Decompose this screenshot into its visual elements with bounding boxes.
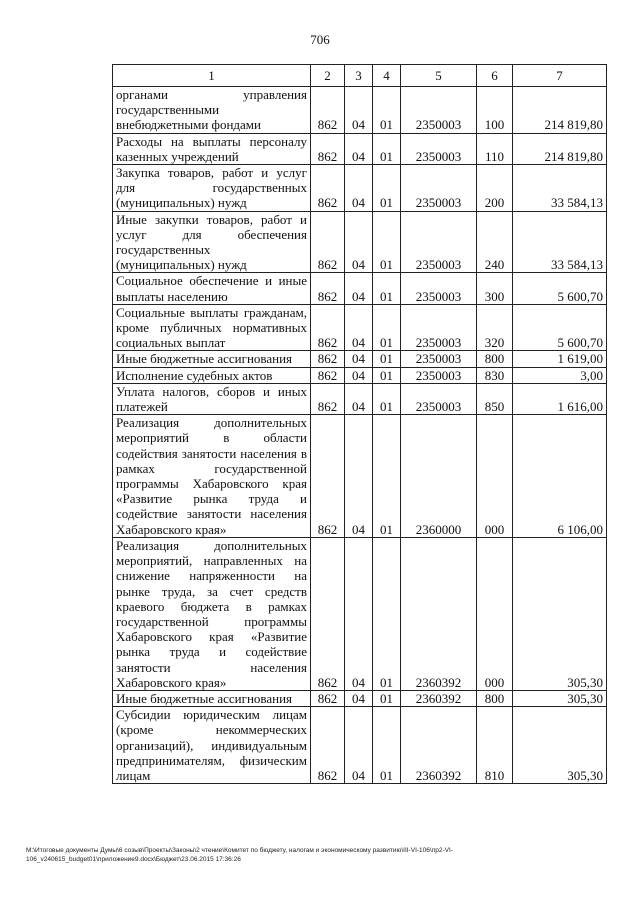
row-amount-cell: 1 616,00 (513, 383, 607, 414)
row-code-cell: 862 (311, 383, 345, 414)
row-article-cell: 2360392 (401, 690, 477, 706)
column-header: 3 (345, 65, 373, 87)
row-name-cell: Иные закупки товаров, работ и услуг для обеспечения государственных (муниципальных) нужд (113, 211, 311, 273)
row-section-cell: 04 (345, 351, 373, 367)
table-row (113, 273, 607, 304)
row-name-cell: Реализация дополнительных мероприятий, направленных на снижение напряженности на рынке труда, за счет средств краевого бюджета в рамках государственной программы Хабаровского края «Развитие рынка труда и содействие занятости населения Хабаровского края» (113, 537, 311, 690)
row-section-cell: 04 (345, 415, 373, 538)
row-section-cell: 04 (345, 367, 373, 383)
footer-line: М:\Итоговые документы Думы\6 созыв\Проекты\Законы\2 чтение\Комитет по бюджету, налогам и экономическому развитию\III-VI-106\пр2-VI- (26, 847, 453, 854)
table-row (113, 707, 607, 784)
column-header: 5 (401, 65, 477, 87)
row-name-cell: Исполнение судебных актов (113, 367, 311, 383)
table-row (113, 351, 607, 367)
row-code-cell: 862 (311, 211, 345, 273)
page-number: 706 (310, 32, 330, 47)
row-amount-cell: 6 106,00 (513, 415, 607, 538)
row-section-cell: 04 (345, 707, 373, 784)
row-article-cell: 2350003 (401, 165, 477, 212)
row-name-cell: Социальное обеспечение и иные выплаты населению (113, 273, 311, 304)
table-header-row (113, 65, 607, 87)
row-name-cell: Субсидии юридическим лицам (кроме некоммерческих организаций), индивидуальным предпринимателям, физическим лицам (113, 707, 311, 784)
row-subsection-cell: 01 (373, 383, 401, 414)
row-section-cell: 04 (345, 133, 373, 164)
row-amount-cell: 3,00 (513, 367, 607, 383)
row-section-cell: 04 (345, 273, 373, 304)
row-section-cell: 04 (345, 211, 373, 273)
row-type-cell: 810 (477, 707, 513, 784)
row-article-cell: 2360392 (401, 707, 477, 784)
row-section-cell: 04 (345, 537, 373, 690)
row-name-cell: Реализация дополнительных мероприятий в области содействия занятости населения в рамках государственной программы Хабаровского края «Развитие рынка труда и содействие занятости населения Хабаровского края» (113, 415, 311, 538)
row-amount-cell: 305,30 (513, 690, 607, 706)
column-header: 1 (113, 65, 311, 87)
table-row (113, 537, 607, 690)
row-subsection-cell: 01 (373, 87, 401, 134)
row-code-cell: 862 (311, 165, 345, 212)
file-path-footer (26, 846, 616, 864)
row-article-cell: 2350003 (401, 304, 477, 351)
row-subsection-cell: 01 (373, 367, 401, 383)
row-section-cell: 04 (345, 87, 373, 134)
row-subsection-cell: 01 (373, 165, 401, 212)
row-article-cell: 2360000 (401, 415, 477, 538)
row-code-cell: 862 (311, 351, 345, 367)
table-row (113, 383, 607, 414)
table-row (113, 87, 607, 134)
row-amount-cell: 214 819,80 (513, 133, 607, 164)
row-subsection-cell: 01 (373, 133, 401, 164)
row-amount-cell: 305,30 (513, 707, 607, 784)
row-article-cell: 2350003 (401, 87, 477, 134)
row-section-cell: 04 (345, 165, 373, 212)
row-subsection-cell: 01 (373, 537, 401, 690)
row-name-cell: Закупка товаров, работ и услуг для государственных (муниципальных) нужд (113, 165, 311, 212)
row-type-cell: 320 (477, 304, 513, 351)
row-type-cell: 850 (477, 383, 513, 414)
row-type-cell: 830 (477, 367, 513, 383)
row-subsection-cell: 01 (373, 211, 401, 273)
row-code-cell: 862 (311, 133, 345, 164)
budget-table (112, 64, 607, 784)
table-row (113, 165, 607, 212)
table-row (113, 690, 607, 706)
row-type-cell: 800 (477, 351, 513, 367)
row-amount-cell: 33 584,13 (513, 211, 607, 273)
row-amount-cell: 33 584,13 (513, 165, 607, 212)
row-subsection-cell: 01 (373, 304, 401, 351)
row-subsection-cell: 01 (373, 707, 401, 784)
row-section-cell: 04 (345, 383, 373, 414)
row-name-cell: Иные бюджетные ассигнования (113, 351, 311, 367)
column-header: 2 (311, 65, 345, 87)
row-subsection-cell: 01 (373, 415, 401, 538)
row-section-cell: 04 (345, 690, 373, 706)
row-amount-cell: 305,30 (513, 537, 607, 690)
row-name-cell: Расходы на выплаты персоналу казенных учреждений (113, 133, 311, 164)
row-type-cell: 100 (477, 87, 513, 134)
row-amount-cell: 5 600,70 (513, 273, 607, 304)
row-article-cell: 2350003 (401, 383, 477, 414)
row-article-cell: 2360392 (401, 537, 477, 690)
row-type-cell: 000 (477, 537, 513, 690)
row-subsection-cell: 01 (373, 351, 401, 367)
row-subsection-cell: 01 (373, 690, 401, 706)
table-row (113, 133, 607, 164)
table-row (113, 415, 607, 538)
row-amount-cell: 1 619,00 (513, 351, 607, 367)
row-type-cell: 240 (477, 211, 513, 273)
row-code-cell: 862 (311, 690, 345, 706)
column-header: 6 (477, 65, 513, 87)
row-code-cell: 862 (311, 273, 345, 304)
column-header: 7 (513, 65, 607, 87)
table-row (113, 211, 607, 273)
row-type-cell: 000 (477, 415, 513, 538)
row-code-cell: 862 (311, 87, 345, 134)
row-name-cell: органами управления государственными внебюджетными фондами (113, 87, 311, 134)
row-type-cell: 800 (477, 690, 513, 706)
row-code-cell: 862 (311, 367, 345, 383)
row-article-cell: 2350003 (401, 351, 477, 367)
row-type-cell: 300 (477, 273, 513, 304)
table-row (113, 367, 607, 383)
row-section-cell: 04 (345, 304, 373, 351)
row-amount-cell: 5 600,70 (513, 304, 607, 351)
row-subsection-cell: 01 (373, 273, 401, 304)
footer-line: 106_v240615_budget01\приложение9.docx\Бюджет\23.06.2015 17:36:26 (26, 856, 241, 863)
row-code-cell: 862 (311, 304, 345, 351)
column-header: 4 (373, 65, 401, 87)
row-name-cell: Социальные выплаты гражданам, кроме публичных нормативных социальных выплат (113, 304, 311, 351)
row-name-cell: Уплата налогов, сборов и иных платежей (113, 383, 311, 414)
row-article-cell: 2350003 (401, 367, 477, 383)
row-amount-cell: 214 819,80 (513, 87, 607, 134)
table-row (113, 304, 607, 351)
row-type-cell: 110 (477, 133, 513, 164)
row-code-cell: 862 (311, 707, 345, 784)
row-type-cell: 200 (477, 165, 513, 212)
row-article-cell: 2350003 (401, 211, 477, 273)
row-code-cell: 862 (311, 537, 345, 690)
row-article-cell: 2350003 (401, 133, 477, 164)
row-name-cell: Иные бюджетные ассигнования (113, 690, 311, 706)
row-code-cell: 862 (311, 415, 345, 538)
row-article-cell: 2350003 (401, 273, 477, 304)
